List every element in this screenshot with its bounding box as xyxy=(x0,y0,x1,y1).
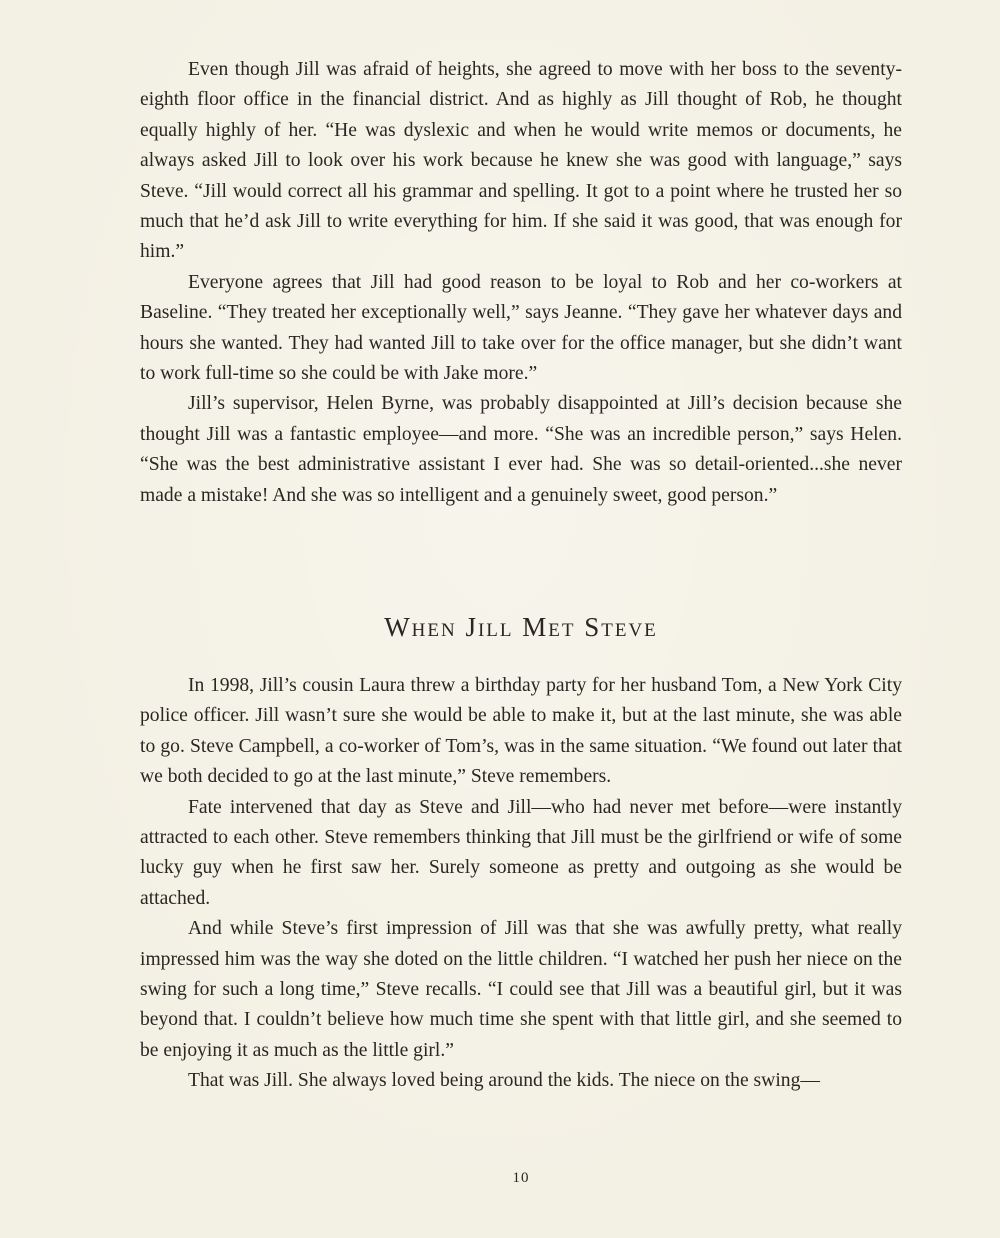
paragraph-first-impression: And while Steve’s first impression of Jill was that she was awfully pretty, what really impressed him was the way she doted on the little children. “I watched her push her niece on the swing for such a long time,” Steve recalls. “I could see that Jill was a beautiful girl, but it was beyond that. I couldn’t believe how much time she spent with that little girl, and she seemed to be enjoying it as much as the little girl.” xyxy=(140,918,902,1061)
page-number: 10 xyxy=(512,1170,530,1186)
bottom-text-block xyxy=(140,671,902,1097)
paragraph-fate-intervened: Fate intervened that day as Steve and Jill—who had never met before—were instantly attracted to each other. Steve remembers thinking that Jill must be the girlfriend or wife of some lucky guy when he first saw her. Surely someone as pretty and outgoing as she would be attached. xyxy=(140,796,902,909)
paragraph-loyal-to-rob: Everyone agrees that Jill had good reason to be loyal to Rob and her co-workers at Baseline. “They treated her exceptionally well,” says Jeanne. “They gave her whatever days and hours she wanted. They had wanted Jill to take over for the office manager, but she didn’t want to work full-time so she could be with Jake more.” xyxy=(140,271,902,385)
paragraph-helen-byrne: Jill’s supervisor, Helen Byrne, was probably disappointed at Jill’s decision because she thought Jill was a fantastic employee—and more. “She was an incredible person,” says Helen. “She was the best administrative assistant I ever had. She was so detail-oriented...she never made a mistake! And she was so intelligent and a genuinely sweet, good person.” xyxy=(140,393,902,506)
top-text-block xyxy=(140,55,902,511)
section-heading: When Jill Met Steve xyxy=(384,612,658,642)
paragraph-that-was-jill: That was Jill. She always loved being around the kids. The niece on the swing— xyxy=(188,1070,820,1092)
paragraph-birthday-party: In 1998, Jill’s cousin Laura threw a birthday party for her husband Tom, a New York City police officer. Jill wasn’t sure she would be able to make it, but at the last minute, she was able to go. Steve Campbell, a co-worker of Tom’s, was in the same situation. “We found out later that we both decided to go at the last minute,” Steve remembers. xyxy=(140,675,902,788)
paragraph-jill-afraid-of-heights: Even though Jill was afraid of heights, she agreed to move with her boss to the seventy-eighth floor office in the financial district. And as highly as Jill thought of Rob, he thought equally highly of her. “He was dyslexic and when he would write memos or documents, he always asked Jill to look over his work because he knew she was good with language,” says Steve. “Jill would correct all his grammar and spelling. It got to a point where he trusted her so much that he’d ask Jill to write everything for him. If she said it was good, that was enough for him.” xyxy=(140,59,902,263)
